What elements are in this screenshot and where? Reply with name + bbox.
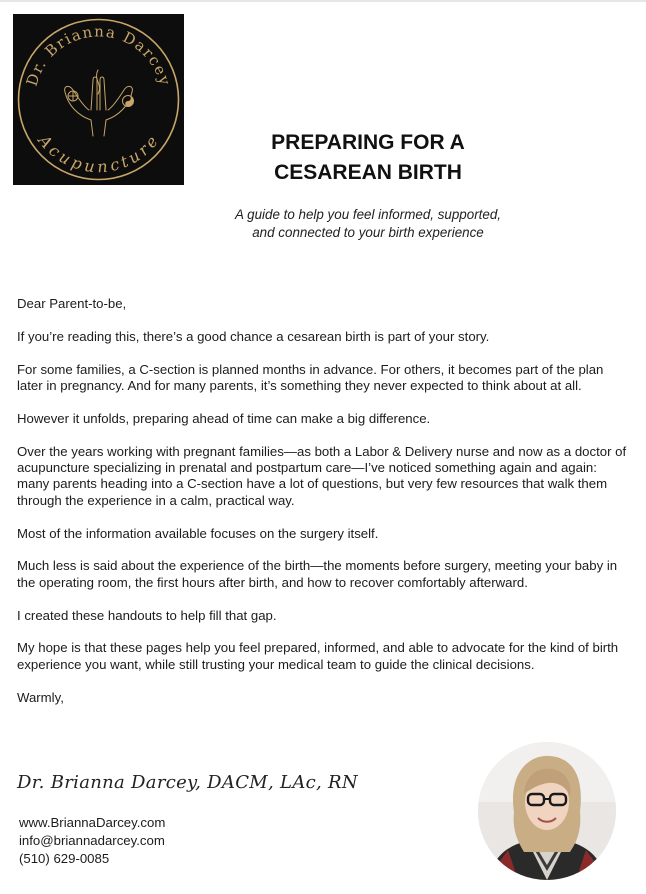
subtitle-line-2: and connected to your birth experience bbox=[252, 225, 484, 240]
page-title bbox=[200, 128, 536, 188]
letter-greeting: Dear Parent-to-be, bbox=[17, 296, 127, 311]
letter-body bbox=[17, 296, 629, 722]
letter-closing: Warmly, bbox=[17, 689, 64, 705]
email-link[interactable]: info@briannadarcey.com bbox=[19, 833, 165, 848]
phone-number: (510) 629-0085 bbox=[19, 851, 110, 866]
signature: Dr. Brianna Darcey, DACM, LAc, RN bbox=[17, 772, 358, 793]
title-line-1: PREPARING FOR A bbox=[271, 131, 465, 154]
yin-yang-icon bbox=[123, 96, 134, 107]
title-line-2: CESAREAN BIRTH bbox=[274, 161, 462, 184]
letter-paragraph: If you’re reading this, there’s a good chance a cesarean birth is part of your story. bbox=[17, 328, 490, 344]
practice-logo bbox=[13, 14, 184, 185]
portrait-image bbox=[478, 742, 616, 880]
author-photo bbox=[478, 742, 616, 880]
contact-block bbox=[19, 814, 165, 868]
logo-top-text: Dr. Brianna Darcey bbox=[22, 22, 175, 89]
logo-ring bbox=[19, 20, 179, 180]
letter-paragraph: Over the years working with pregnant families—as both a Labor & Delivery nurse and now as a doctor of acupuncture specializing in prenatal and postpartum care—I’ve noticed something again and again: many parents heading into a C-section have a lot of questions, but very few resources that walk them through the experience in a calm, practical way. bbox=[17, 443, 627, 508]
letter-paragraph: However it unfolds, preparing ahead of time can make a big difference. bbox=[17, 410, 431, 426]
logo-bottom-text: Acupuncture bbox=[34, 131, 163, 177]
letter-paragraph: For some families, a C-section is planned months in advance. For others, it becomes part of the plan later in pregnancy. And for many parents, it’s something they never expected to think about at all. bbox=[17, 361, 604, 393]
subtitle-line-1: A guide to help you feel informed, supported, bbox=[234, 207, 501, 222]
letter-paragraph: Most of the information available focuses on the surgery itself. bbox=[17, 525, 379, 541]
top-border bbox=[0, 0, 646, 2]
logo-emblem bbox=[13, 14, 184, 185]
website-link[interactable]: www.BriannaDarcey.com bbox=[19, 815, 166, 830]
letter-paragraph: I created these handouts to help fill that gap. bbox=[17, 607, 277, 623]
letter-paragraph: Much less is said about the experience of the birth—the moments before surgery, meeting your baby in the operating room, the first hours after birth, and how to recover comfortably afterward. bbox=[17, 558, 618, 590]
page-subtitle bbox=[190, 206, 546, 242]
hands-icon bbox=[65, 70, 133, 136]
letter-paragraph: My hope is that these pages help you feel prepared, informed, and able to advocate for the kind of birth experience you want, while still trusting your medical team to guide the clinical decisions. bbox=[17, 640, 619, 672]
